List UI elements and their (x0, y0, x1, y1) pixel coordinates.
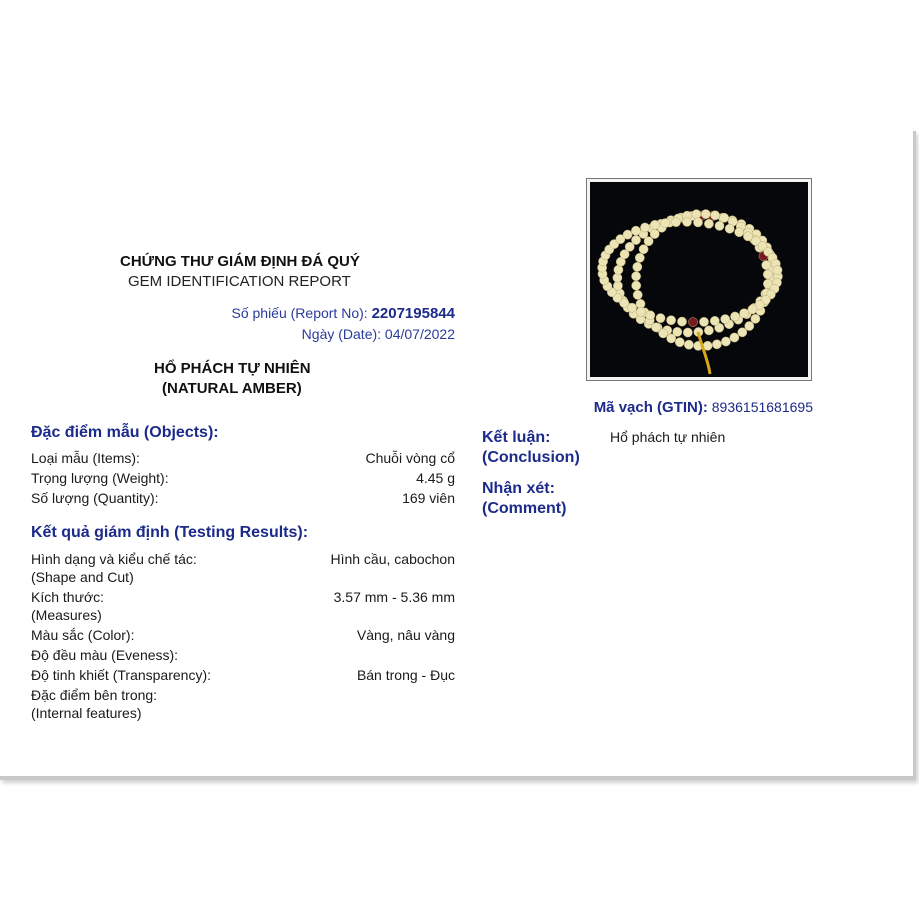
amber-necklace-image (590, 182, 808, 377)
comment-label-en: (Comment) (482, 500, 567, 517)
shape-value: Hình cầu, cabochon (330, 551, 455, 567)
color-label: Màu sắc (Color): (31, 627, 135, 643)
weight-value: 4.45 g (416, 470, 455, 486)
internal-label: Đặc điểm bên trong: (31, 687, 158, 703)
report-number-line (231, 305, 455, 322)
weight-label: Trọng lượng (Weight): (31, 470, 169, 486)
color-value: Vàng, nâu vàng (356, 627, 455, 643)
shape-label-en: (Shape and Cut) (31, 569, 134, 585)
shape-label: Hình dạng và kiểu chế tác: (31, 551, 197, 567)
testing-heading: Kết quả giám định (Testing Results): (31, 524, 309, 541)
report-title-en: GEM IDENTIFICATION REPORT (128, 273, 351, 290)
specimen-photo-frame (586, 178, 812, 381)
quantity-label: Số lượng (Quantity): (31, 490, 159, 506)
report-date-line (302, 326, 455, 342)
objects-heading: Đặc điểm mẫu (Objects): (31, 424, 219, 441)
quantity-value: 169 viên (402, 490, 455, 506)
measure-label: Kích thước: (31, 589, 105, 605)
report-date-label: Ngày (Date): (301, 326, 382, 342)
stone-name-en: (NATURAL AMBER) (162, 380, 302, 397)
internal-label-en: (Internal features) (31, 705, 142, 721)
gtin-label: Mã vạch (GTIN): (593, 399, 708, 416)
items-label: Loại mẫu (Items): (31, 450, 140, 466)
report-card (0, 131, 916, 780)
report-date: 04/07/2022 (384, 326, 455, 342)
measure-value: 3.57 mm - 5.36 mm (333, 589, 455, 605)
gtin-line (594, 399, 813, 416)
stone-name-vn: HỔ PHÁCH TỰ NHIÊN (154, 360, 311, 377)
transparency-label: Độ tinh khiết (Transparency): (31, 667, 211, 683)
measure-label-en: (Measures) (31, 607, 102, 623)
conclusion-value: Hổ phách tự nhiên (610, 429, 726, 445)
evenness-label: Độ đều màu (Eveness): (31, 647, 179, 663)
transparency-value: Bán trong - Đục (356, 667, 455, 683)
specimen-photo (590, 182, 808, 377)
report-number: 2207195844 (371, 305, 455, 322)
items-value: Chuỗi vòng cổ (365, 450, 455, 466)
report-title-vn: CHỨNG THƯ GIÁM ĐỊNH ĐÁ QUÝ (120, 253, 360, 270)
report-number-label: Số phiếu (Report No): (231, 305, 368, 321)
comment-label-vn: Nhận xét: (482, 480, 555, 497)
conclusion-label-vn: Kết luận: (482, 429, 551, 446)
gtin-value: 8936151681695 (711, 399, 813, 415)
conclusion-label-en: (Conclusion) (482, 449, 580, 466)
